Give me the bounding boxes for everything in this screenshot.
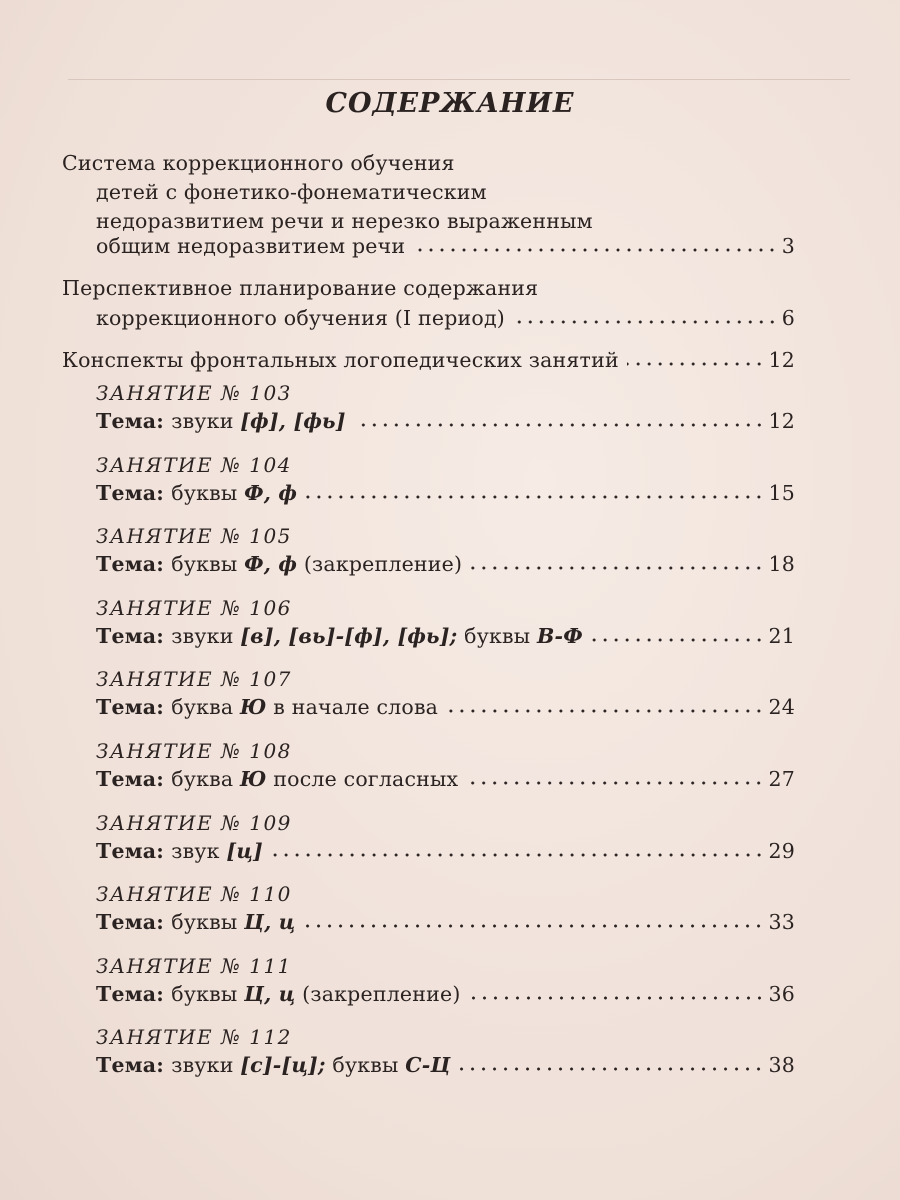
lesson-topic-part: буквы bbox=[171, 981, 245, 1006]
page-number: 29 bbox=[768, 838, 795, 863]
lesson-topic-part: [ц] bbox=[226, 838, 263, 863]
dot-leader bbox=[458, 1066, 764, 1072]
lesson-topic-line bbox=[96, 908, 795, 936]
page-number: 12 bbox=[768, 348, 795, 372]
lesson-topic-part: Ю bbox=[240, 767, 267, 791]
lesson-topic-line bbox=[96, 407, 795, 435]
lesson-topic-part: буквы bbox=[171, 480, 245, 505]
lesson-topic-part: В-Ф bbox=[536, 623, 583, 648]
lesson-topic-part: буквы bbox=[171, 552, 245, 577]
lesson-topic-line bbox=[96, 550, 795, 578]
page-number: 21 bbox=[768, 623, 795, 648]
page-number: 36 bbox=[768, 981, 795, 1006]
lesson-topic-part: С-Ц bbox=[405, 1053, 451, 1078]
toc-entry-line bbox=[96, 232, 795, 260]
lesson-topic-part: буква bbox=[171, 695, 240, 720]
dot-leader bbox=[271, 852, 765, 858]
toc-entry-line bbox=[96, 207, 795, 235]
lesson-heading: ЗАНЯТИЕ № 107 bbox=[96, 667, 292, 692]
lesson-heading: ЗАНЯТИЕ № 105 bbox=[96, 524, 292, 549]
lesson-topic-part: (закрепление) bbox=[295, 981, 461, 1006]
dot-leader bbox=[469, 995, 765, 1001]
lesson-topic-part: Тема: bbox=[96, 1053, 172, 1078]
lesson-topic-line bbox=[96, 980, 795, 1008]
toc-entry-text: Система коррекционного обучения bbox=[62, 151, 455, 175]
page-number: 12 bbox=[768, 409, 795, 433]
toc-entry-text: Конспекты фронтальных логопедических занятий bbox=[62, 348, 619, 372]
lesson-topic-line bbox=[96, 765, 795, 793]
lesson-heading: ЗАНЯТИЕ № 108 bbox=[96, 739, 292, 763]
lesson-heading: ЗАНЯТИЕ № 112 bbox=[96, 1025, 292, 1050]
dot-leader bbox=[446, 708, 764, 714]
dot-leader bbox=[305, 494, 764, 500]
lesson-topic-part: Тема: bbox=[96, 480, 172, 505]
dot-leader bbox=[513, 319, 778, 325]
dot-leader bbox=[354, 422, 765, 428]
lesson-topic-line bbox=[96, 693, 795, 721]
lesson-topic-part: звуки bbox=[171, 409, 241, 433]
toc-entry-text: детей с фонетико-фонематическим bbox=[96, 180, 487, 204]
lesson-topic-part: [ф], [фь] bbox=[240, 409, 346, 433]
lesson-topic-part: буквы bbox=[325, 1053, 406, 1078]
lesson-topic-part: Ю bbox=[240, 695, 267, 720]
toc-entry-text: Перспективное планирование содержания bbox=[62, 276, 539, 300]
lesson-topic-line bbox=[96, 837, 795, 865]
lesson-topic-part: буквы bbox=[171, 910, 245, 935]
toc-entry-line bbox=[96, 178, 795, 206]
lesson-topic-part: звук bbox=[171, 838, 227, 863]
lesson-topic-line bbox=[96, 479, 795, 507]
lesson-topic-part: Тема: bbox=[96, 623, 172, 648]
dot-leader bbox=[413, 247, 778, 253]
lesson-topic-part: Тема: bbox=[96, 910, 172, 935]
lesson-topic-part: Ц, ц bbox=[244, 981, 296, 1006]
lesson-heading: ЗАНЯТИЕ № 109 bbox=[96, 810, 292, 835]
lesson-topic-line bbox=[96, 1051, 795, 1079]
lesson-topic-part: Тема: bbox=[96, 981, 172, 1006]
toc-entry-text: общим недоразвитием речи bbox=[96, 234, 406, 258]
lesson-topic-part: Ц, ц bbox=[244, 910, 296, 935]
page-number: 27 bbox=[768, 767, 795, 791]
lesson-topic-part: Тема: bbox=[96, 695, 172, 720]
lesson-topic-part: Ф, ф bbox=[244, 480, 298, 505]
lesson-topic-part: буква bbox=[171, 767, 240, 791]
lesson-topic-part: [в], [вь]-[ф], [фь]; bbox=[240, 623, 458, 648]
lesson-topic-line bbox=[96, 622, 795, 650]
dot-leader bbox=[627, 361, 765, 367]
lesson-topic-part: звуки bbox=[171, 1053, 241, 1078]
toc-entry-line bbox=[62, 274, 795, 302]
page-number: 24 bbox=[768, 695, 795, 720]
toc-entry-text: коррекционного обучения (I период) bbox=[96, 306, 505, 330]
page-number: 38 bbox=[768, 1053, 795, 1078]
lesson-topic-part: Тема: bbox=[96, 409, 172, 433]
toc-entry-text: недоразвитием речи и нерезко выраженным bbox=[96, 209, 593, 233]
lesson-topic-part: Тема: bbox=[96, 767, 172, 791]
toc-entry-line bbox=[96, 304, 795, 332]
dot-leader bbox=[303, 923, 764, 929]
dot-leader bbox=[466, 780, 764, 786]
lesson-topic-part: Ф, ф bbox=[244, 552, 298, 577]
lesson-topic-part: буквы bbox=[457, 623, 537, 648]
lesson-heading: ЗАНЯТИЕ № 106 bbox=[96, 595, 292, 620]
lesson-heading: ЗАНЯТИЕ № 110 bbox=[96, 882, 292, 907]
lesson-heading: ЗАНЯТИЕ № 104 bbox=[96, 452, 292, 477]
page-number: 15 bbox=[768, 480, 795, 505]
lesson-topic-part: Тема: bbox=[96, 552, 172, 577]
page-header-rule bbox=[68, 79, 850, 80]
lesson-topic-part: после согласных bbox=[266, 767, 459, 791]
lesson-topic-part: Тема: bbox=[96, 838, 172, 863]
page-number: 18 bbox=[768, 552, 795, 577]
lesson-topic-part: звуки bbox=[171, 623, 241, 648]
lesson-heading: ЗАНЯТИЕ № 103 bbox=[96, 381, 292, 405]
lesson-heading: ЗАНЯТИЕ № 111 bbox=[96, 953, 292, 978]
lesson-topic-part: [с]-[ц]; bbox=[240, 1053, 326, 1078]
dot-leader bbox=[470, 565, 764, 571]
dot-leader bbox=[591, 637, 765, 643]
page-number: 3 bbox=[781, 234, 795, 258]
page-number: 33 bbox=[768, 910, 795, 935]
toc-entry-line bbox=[62, 346, 795, 374]
lesson-topic-part: (закрепление) bbox=[297, 552, 463, 577]
lesson-topic-part: в начале слова bbox=[266, 695, 439, 720]
page-number: 6 bbox=[781, 306, 795, 330]
toc-entry-line bbox=[62, 149, 795, 177]
page-title: СОДЕРЖАНИЕ bbox=[325, 88, 575, 119]
